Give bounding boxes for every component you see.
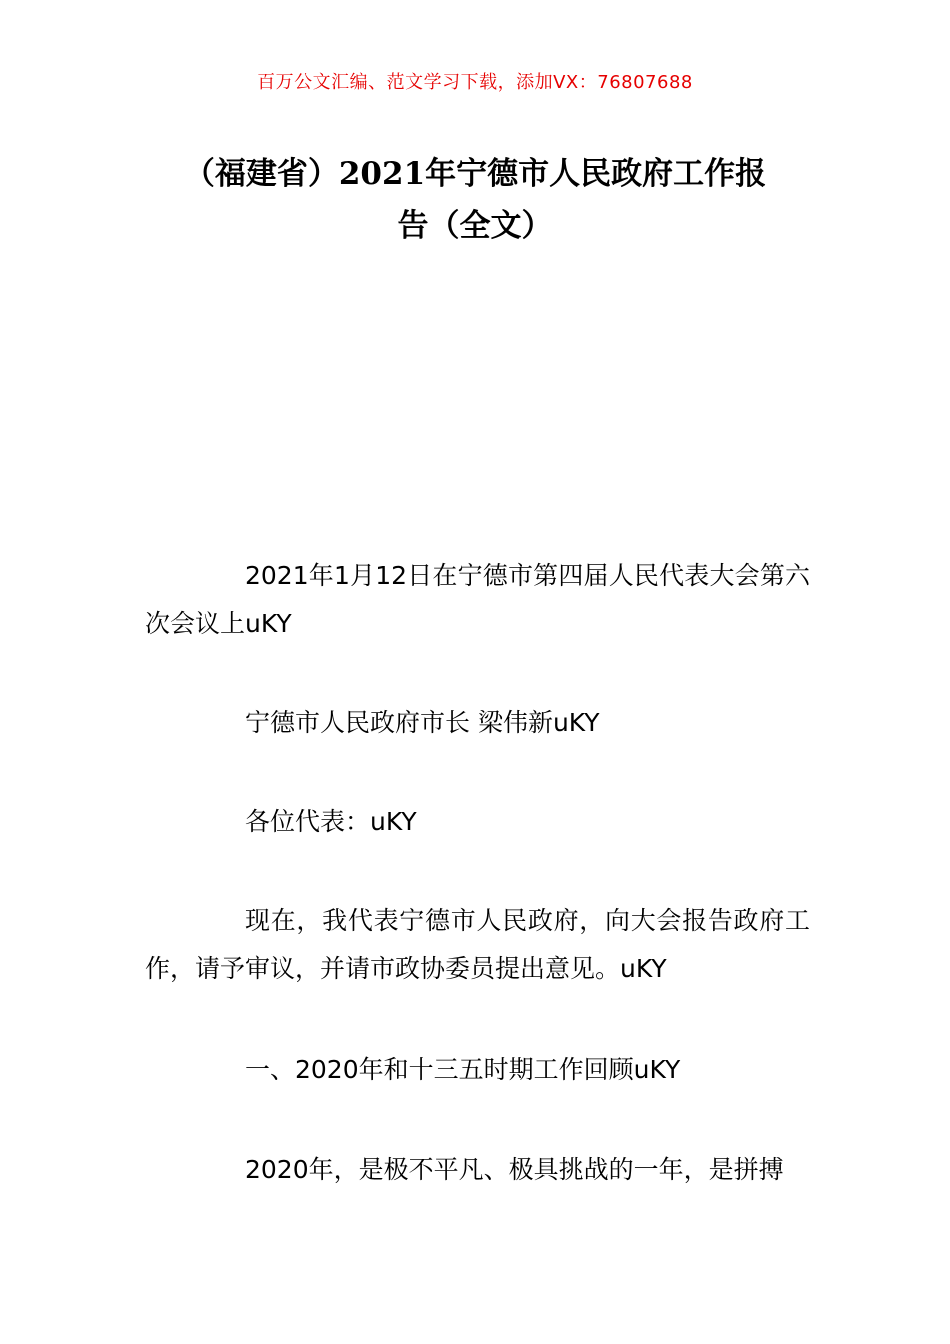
paragraph-intro: 现在，我代表宁德市人民政府，向大会报告政府工作，请予审议，并请市政协委员提出意见。uKY: [145, 906, 810, 983]
paragraph-salutation: 各位代表：uKY: [245, 807, 417, 836]
header-note: 百万公文汇编、范文学习下载，添加VX：76807688: [257, 72, 693, 93]
title-line-1: （福建省）2021年宁德市人民政府工作报: [183, 156, 767, 192]
paragraph-meeting-info: 2021年1月12日在宁德市第四届人民代表大会第六次会议上uKY: [145, 561, 810, 638]
document-title: [140, 148, 810, 252]
title-line-2: 告（全文）: [397, 208, 553, 244]
section-heading-1: 一、2020年和十三五时期工作回顾uKY: [245, 1055, 681, 1084]
paragraph-speaker: 宁德市人民政府市长 梁伟新uKY: [245, 708, 600, 737]
paragraph-2020: 2020年，是极不平凡、极具挑战的一年，是拼搏: [245, 1155, 784, 1184]
